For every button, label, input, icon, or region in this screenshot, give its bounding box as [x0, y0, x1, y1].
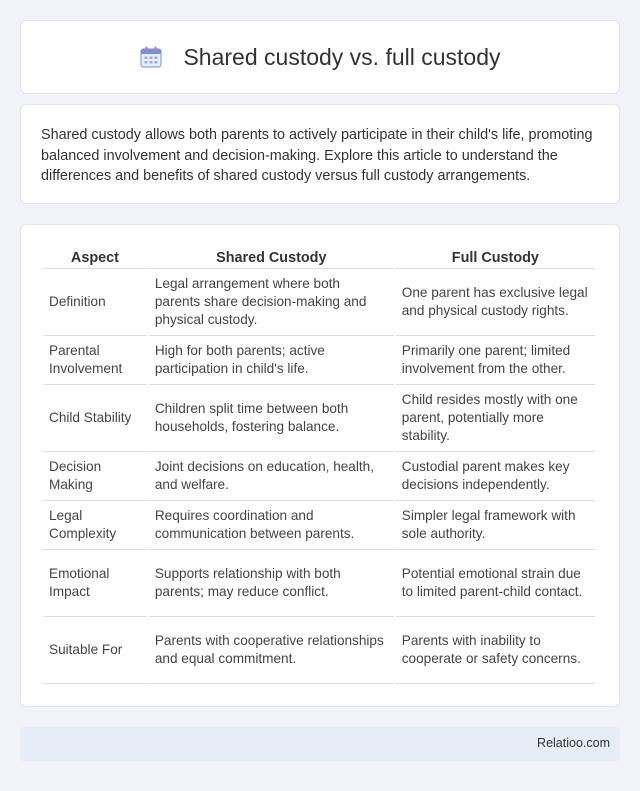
header-shared-custody: Shared Custody — [149, 245, 394, 269]
row-shared: Joint decisions on education, health, and welfare. — [149, 452, 394, 501]
row-shared: Parents with cooperative relationships and equal commitment. — [149, 617, 394, 684]
table-row — [43, 336, 595, 385]
comparison-card — [20, 224, 620, 707]
footer — [20, 727, 620, 761]
table-row — [43, 269, 595, 336]
table-header-row — [43, 245, 595, 269]
header-aspect: Aspect — [43, 245, 147, 269]
row-aspect: Decision Making — [43, 452, 147, 501]
row-full: Parents with inability to cooperate or safety concerns. — [396, 617, 595, 684]
row-aspect: Legal Complexity — [43, 501, 147, 550]
row-full: Primarily one parent; limited involvement from the other. — [396, 336, 595, 385]
table-row — [43, 385, 595, 452]
intro-text: Shared custody allows both parents to actively participate in their child's life, promoting balanced involvement and decision-making. Explore this article to understand the differences and benefits of shared custody versus full custody arrangements. — [41, 127, 593, 184]
row-shared: Children split time between both households, fostering balance. — [149, 385, 394, 452]
header-full-custody: Full Custody — [396, 245, 595, 269]
table-row — [43, 501, 595, 550]
row-full: Potential emotional strain due to limited parent-child contact. — [396, 550, 595, 617]
intro-card — [20, 104, 620, 204]
row-aspect: Emotional Impact — [43, 550, 147, 617]
comparison-table — [41, 245, 597, 684]
calendar-icon — [139, 45, 163, 69]
table-row — [43, 617, 595, 684]
row-aspect: Suitable For — [43, 617, 147, 684]
row-shared: Requires coordination and communication between parents. — [149, 501, 394, 550]
row-shared: Legal arrangement where both parents share decision-making and physical custody. — [149, 269, 394, 336]
table-row — [43, 452, 595, 501]
page-title: Shared custody vs. full custody — [183, 43, 501, 70]
row-aspect: Definition — [43, 269, 147, 336]
table-row — [43, 550, 595, 617]
row-aspect: Parental Involvement — [43, 336, 147, 385]
row-full: Custodial parent makes key decisions independently. — [396, 452, 595, 501]
row-shared: High for both parents; active participation in child's life. — [149, 336, 394, 385]
row-full: One parent has exclusive legal and physical custody rights. — [396, 269, 595, 336]
row-shared: Supports relationship with both parents; may reduce conflict. — [149, 550, 394, 617]
footer-site-link[interactable]: Relatioo.com — [537, 736, 610, 750]
row-aspect: Child Stability — [43, 385, 147, 452]
title-card — [20, 20, 620, 94]
row-full: Child resides mostly with one parent, potentially more stability. — [396, 385, 595, 452]
row-full: Simpler legal framework with sole authority. — [396, 501, 595, 550]
